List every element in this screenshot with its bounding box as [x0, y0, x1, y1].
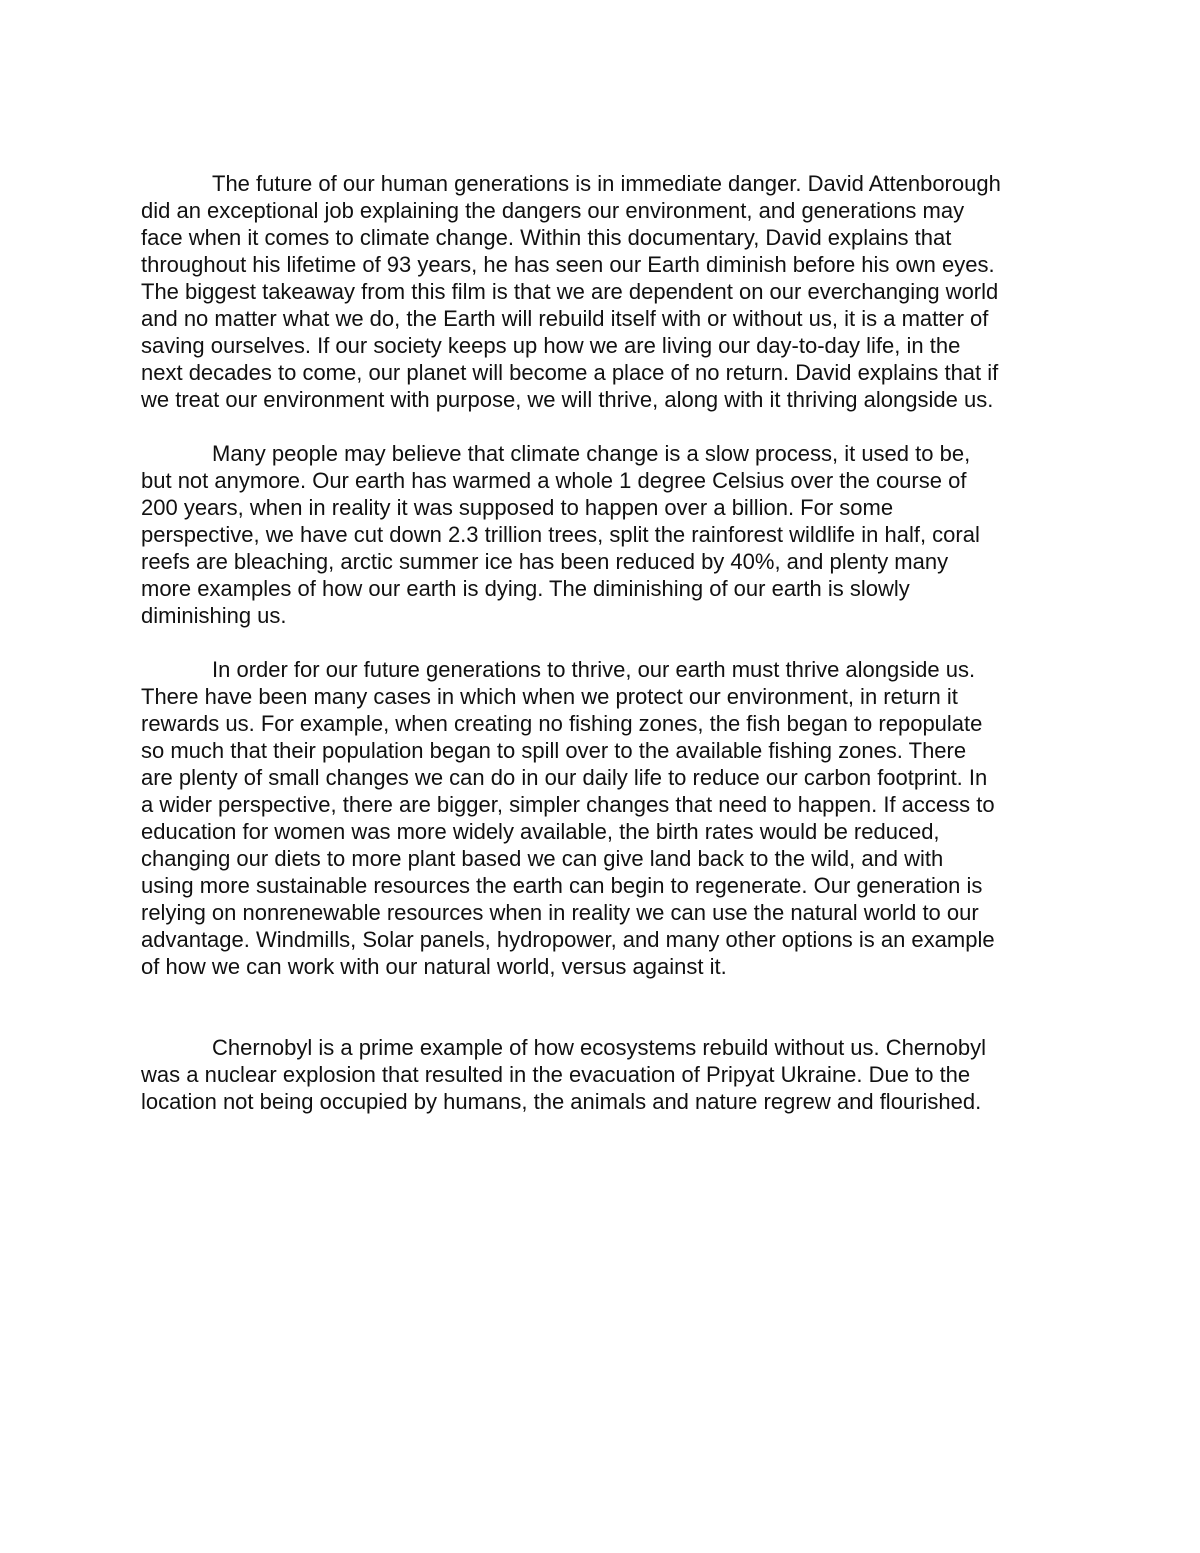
paragraph-line: was a nuclear explosion that resulted in the evacuation of Pripyat Ukraine. Due to the [141, 1062, 971, 1087]
paragraph-line: advantage. Windmills, Solar panels, hydropower, and many other options is an example [141, 927, 995, 952]
paragraph-line: saving ourselves. If our society keeps up how we are living our day-to-day life, in the [141, 333, 961, 358]
paragraph-line: but not anymore. Our earth has warmed a whole 1 degree Celsius over the course of [141, 468, 967, 493]
paragraph-line: In order for our future generations to thrive, our earth must thrive alongside us. [212, 657, 976, 682]
paragraph-line: did an exceptional job explaining the dangers our environment, and generations may [141, 198, 965, 223]
paragraph-line: relying on nonrenewable resources when in reality we can use the natural world to our [141, 900, 979, 925]
paragraph-line: of how we can work with our natural world, versus against it. [141, 954, 727, 979]
paragraph-line: face when it comes to climate change. Within this documentary, David explains that [141, 225, 952, 250]
paragraph-line: location not being occupied by humans, the animals and nature regrew and flourished. [141, 1089, 982, 1114]
paragraph-line: There have been many cases in which when we protect our environment, in return it [141, 684, 958, 709]
paragraph-line: reefs are bleaching, arctic summer ice has been reduced by 40%, and plenty many [141, 549, 949, 574]
paragraph-line: rewards us. For example, when creating no fishing zones, the fish began to repopulate [141, 711, 983, 736]
paragraph-line: Chernobyl is a prime example of how ecosystems rebuild without us. Chernobyl [212, 1035, 987, 1060]
paragraph-line: diminishing us. [141, 603, 287, 628]
paragraph-line: next decades to come, our planet will become a place of no return. David explains that if [141, 360, 999, 385]
paragraph-line: 200 years, when in reality it was supposed to happen over a billion. For some [141, 495, 894, 520]
paragraph-line: and no matter what we do, the Earth will rebuild itself with or without us, it is a matter of [141, 306, 989, 331]
paragraph-line: perspective, we have cut down 2.3 trillion trees, split the rainforest wildlife in half, coral [141, 522, 980, 547]
paragraph-line: changing our diets to more plant based we can give land back to the wild, and with [141, 846, 944, 871]
paragraph-line: using more sustainable resources the earth can begin to regenerate. Our generation is [141, 873, 983, 898]
paragraph-line: Many people may believe that climate change is a slow process, it used to be, [212, 441, 971, 466]
paragraph-line: The biggest takeaway from this film is that we are dependent on our everchanging world [141, 279, 999, 304]
paragraph-line: more examples of how our earth is dying. The diminishing of our earth is slowly [141, 576, 910, 601]
paragraph-line: throughout his lifetime of 93 years, he has seen our Earth diminish before his own eyes. [141, 252, 995, 277]
paragraph-line: we treat our environment with purpose, we will thrive, along with it thriving alongside us. [141, 387, 994, 412]
paragraph-2 [141, 440, 1061, 629]
essay-body [141, 170, 1061, 1115]
paragraph-3 [141, 656, 1061, 980]
paragraph-4 [141, 1034, 1061, 1115]
paragraph-line: The future of our human generations is in immediate danger. David Attenborough [212, 171, 1001, 196]
paragraph-1 [141, 170, 1061, 413]
paragraph-line: education for women was more widely available, the birth rates would be reduced, [141, 819, 940, 844]
paragraph-line: so much that their population began to spill over to the available fishing zones. There [141, 738, 967, 763]
paragraph-line: are plenty of small changes we can do in our daily life to reduce our carbon footprint. In [141, 765, 988, 790]
paragraph-line: a wider perspective, there are bigger, simpler changes that need to happen. If access to [141, 792, 995, 817]
